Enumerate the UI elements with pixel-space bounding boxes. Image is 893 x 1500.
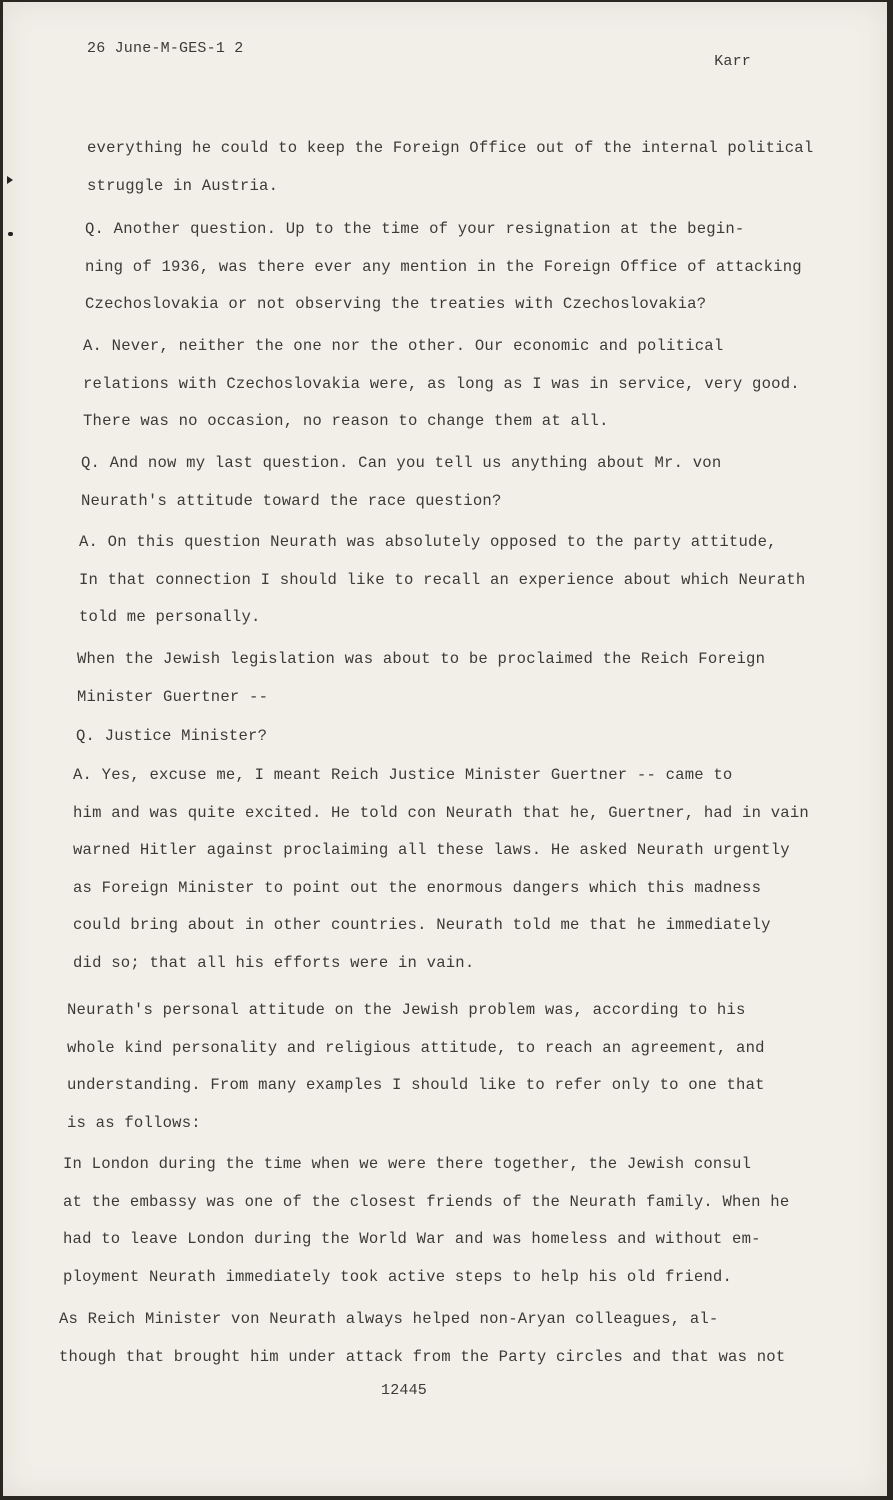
paragraph: [77, 641, 765, 716]
text-line: had to leave London during the World War and was homeless and without em-: [63, 1230, 761, 1248]
header-speaker: Karr: [714, 53, 751, 70]
text-line: When the Jewish legislation was about to be proclaimed the Reich Foreign: [77, 650, 766, 668]
header-reference: 26 June-M-GES-1 2: [87, 40, 244, 57]
paragraph: [79, 524, 805, 637]
text-line: whole kind personality and religious attitude, to reach an agreement, and: [67, 1038, 765, 1057]
text-line: Q. Justice Minister?: [76, 727, 268, 745]
text-line: Neurath's personal attitude on the Jewish problem was, according to his: [67, 1001, 746, 1019]
text-line: as Foreign Minister to point out the enormous dangers which this madness: [73, 878, 762, 897]
paragraph: [73, 757, 809, 982]
paragraph: [81, 445, 721, 520]
text-line: warned Hitler against proclaiming all these laws. He asked Neurath urgently: [73, 841, 790, 859]
margin-arrow-mark: [7, 176, 13, 184]
text-line: did so; that all his efforts were in vain.: [73, 953, 475, 972]
text-line: struggle in Austria.: [87, 176, 279, 195]
text-line: ning of 1936, was there ever any mention in the Foreign Office of attacking: [85, 257, 802, 276]
text-line: everything he could to keep the Foreign Office out of the internal political: [87, 139, 814, 157]
text-line: could bring about in other countries. Neurath told me that he immediately: [73, 916, 771, 934]
text-line: told me personally.: [79, 608, 261, 626]
text-line: There was no occasion, no reason to change them at all.: [83, 412, 609, 430]
document-page: [3, 2, 887, 1496]
paragraph: [67, 992, 765, 1142]
text-line: Neurath's attitude toward the race question?: [81, 491, 502, 510]
text-line: A. Yes, excuse me, I meant Reich Justice Minister Guertner -- came to: [73, 766, 733, 784]
text-line: though that brought him under attack from the Party circles and that was not: [59, 1347, 786, 1366]
text-line: ployment Neurath immediately took active steps to help his old friend.: [63, 1267, 733, 1286]
paragraph: [59, 1301, 785, 1376]
text-line: Minister Guertner --: [77, 687, 269, 706]
text-line: Czechoslovakia or not observing the treaties with Czechoslovakia?: [85, 295, 707, 313]
text-line: Q. And now my last question. Can you tell us anything about Mr. von: [81, 454, 722, 472]
text-line: understanding. From many examples I should like to refer only to one that: [67, 1076, 765, 1094]
paragraph: [76, 718, 267, 756]
text-line: As Reich Minister von Neurath always helped non-Aryan colleagues, al-: [59, 1310, 719, 1328]
paragraph: [85, 211, 802, 324]
text-line: is as follows:: [67, 1113, 201, 1132]
text-line: A. On this question Neurath was absolutely opposed to the party attitude,: [79, 533, 777, 551]
page-number: 12445: [381, 1382, 428, 1399]
text-line: A. Never, neither the one nor the other. Our economic and political: [83, 337, 724, 355]
text-line: In that connection I should like to recall an experience about which Neurath: [79, 570, 806, 589]
paragraph: [87, 130, 813, 205]
paragraph: [63, 1146, 789, 1296]
paragraph: [83, 328, 800, 441]
text-line: In London during the time when we were there together, the Jewish consul: [63, 1155, 752, 1173]
text-line: relations with Czechoslovakia were, as long as I was in service, very good.: [83, 374, 800, 393]
text-line: him and was quite excited. He told con Neurath that he, Guertner, had in vain: [73, 803, 809, 822]
text-line: Q. Another question. Up to the time of your resignation at the begin-: [85, 220, 745, 238]
margin-dot-mark: [8, 232, 13, 236]
text-line: at the embassy was one of the closest friends of the Neurath family. When he: [63, 1192, 790, 1211]
